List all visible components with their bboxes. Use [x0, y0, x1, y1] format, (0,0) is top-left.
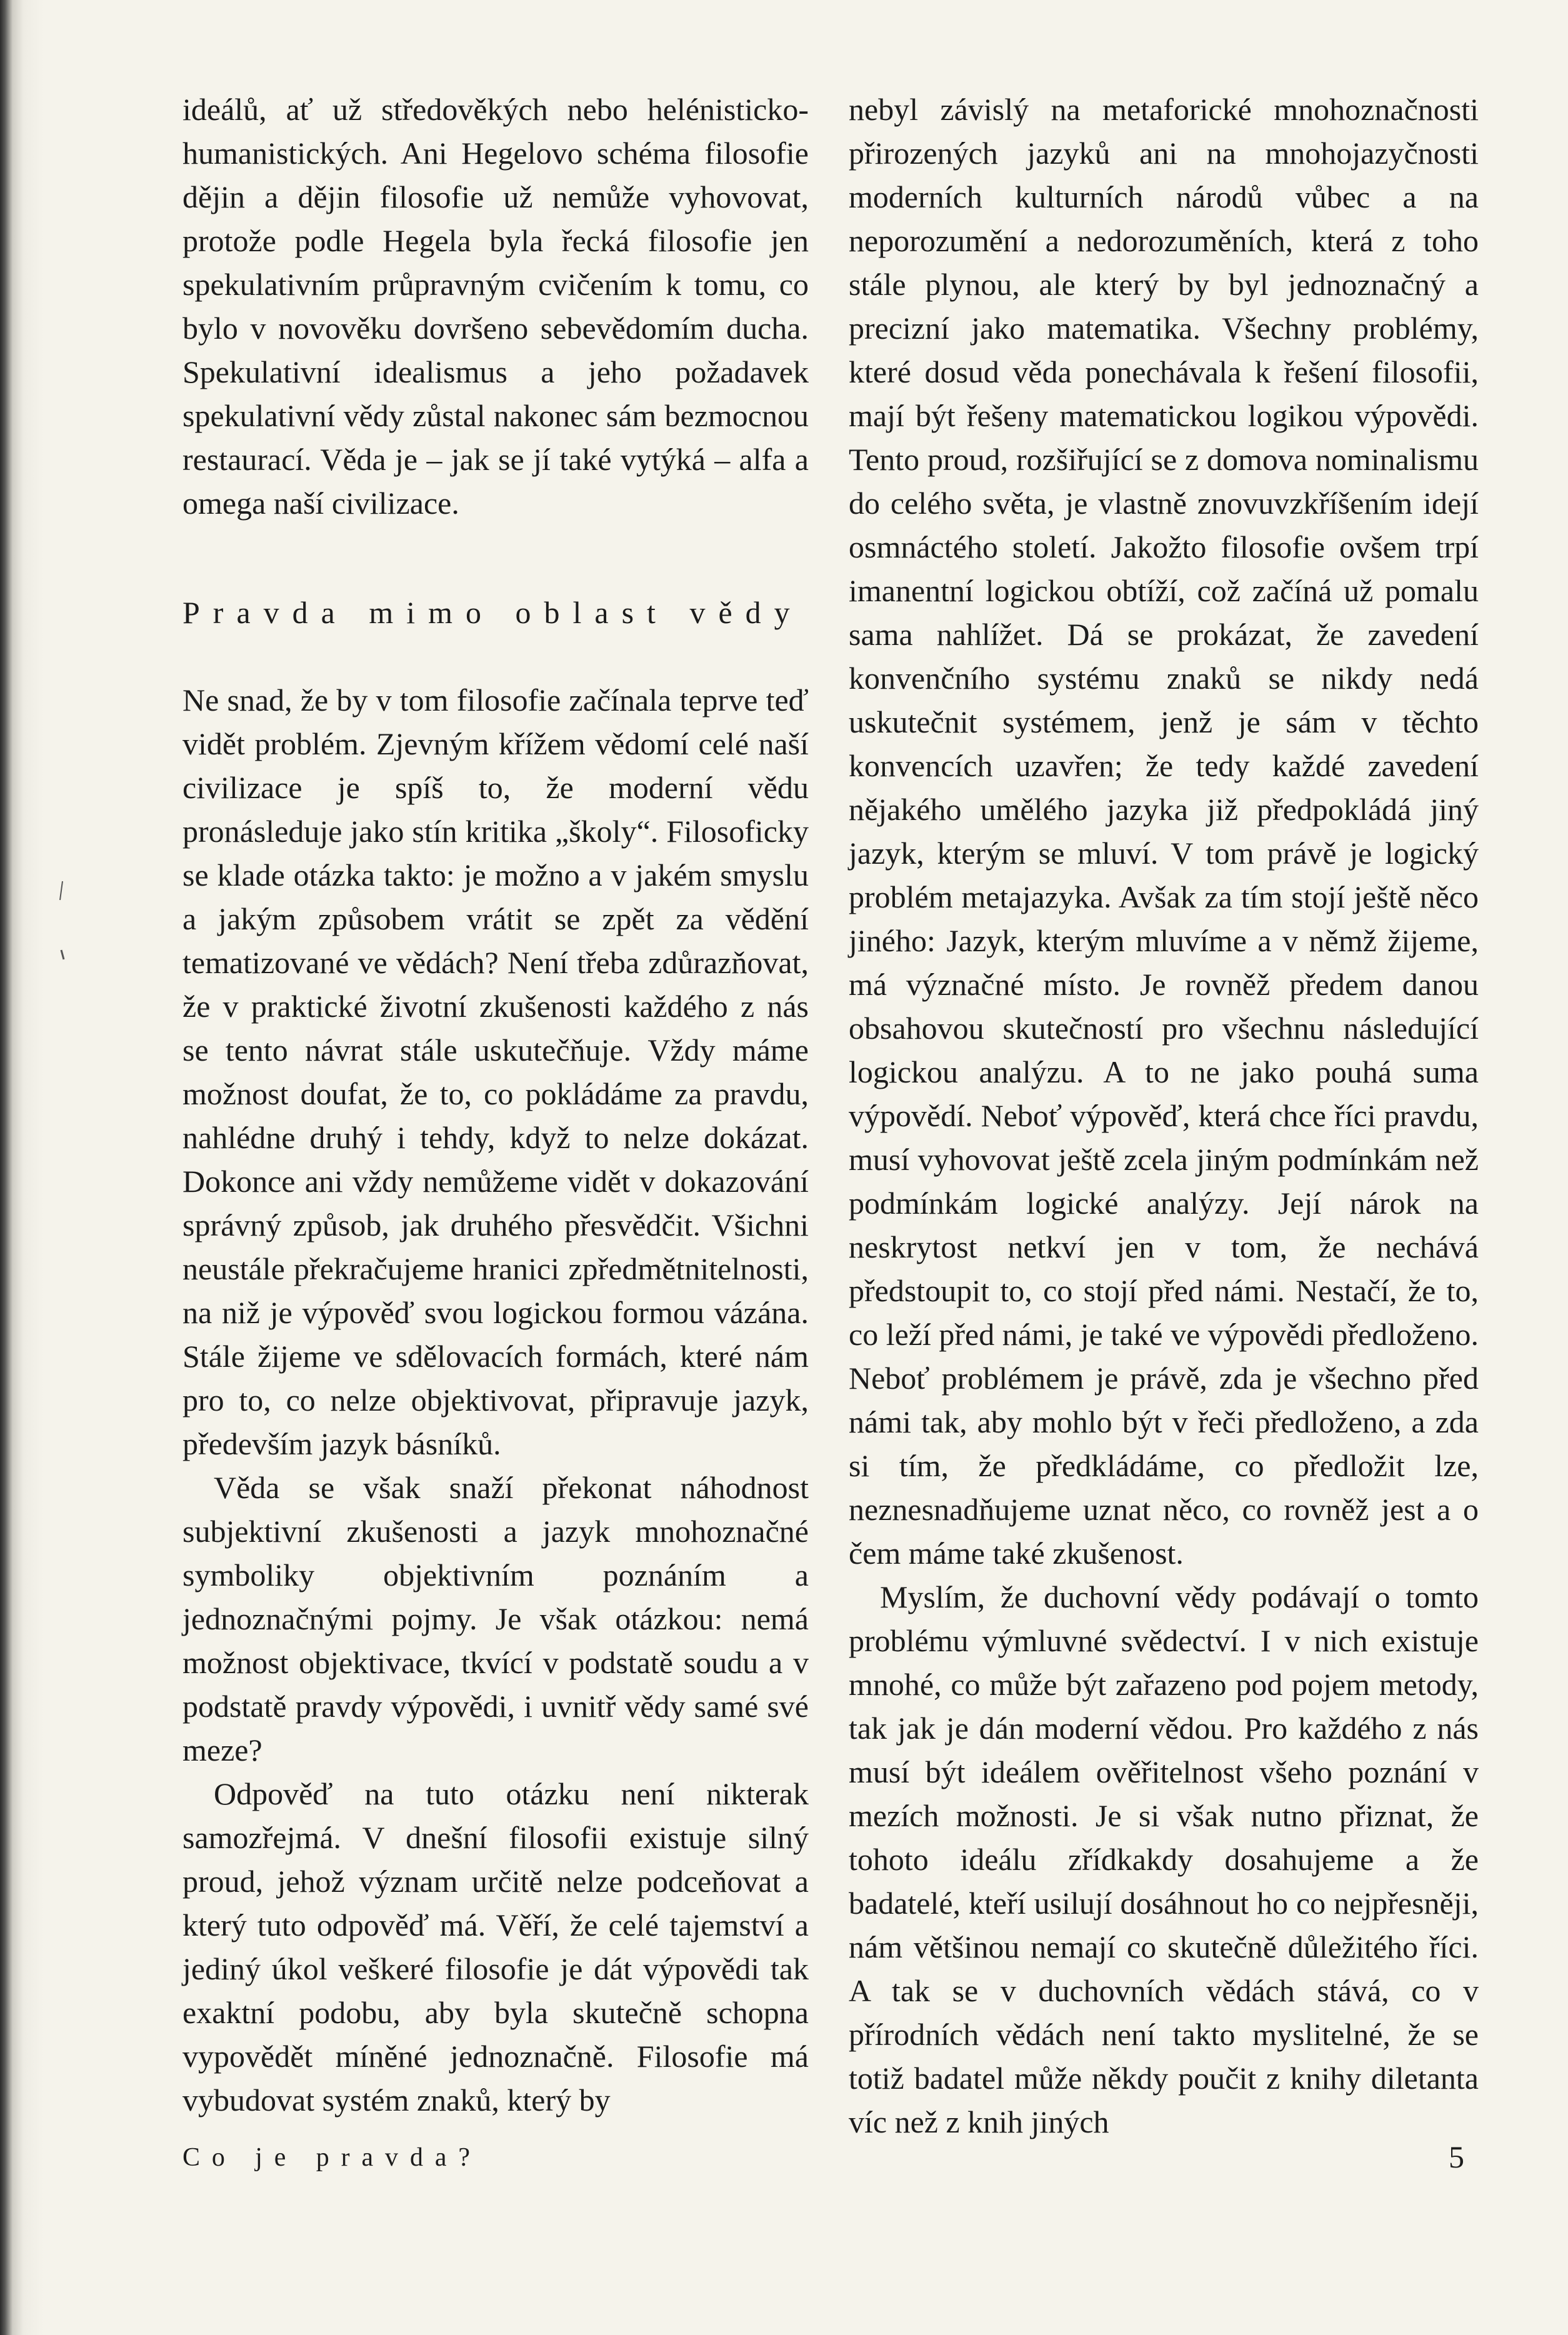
paragraph: Odpověď na tuto otázku není nikterak samozřejmá. V dnešní filosofii existuje silný proud, jehož význam určitě nelze podceňovat a který tuto odpověď má. Věří, že celé tajemství a jediný úkol veškeré filosofie je dát výpovědi tak exaktní podobu, aby byla skutečně schopna vypovědět míněné jednoznačně. Filosofie má vybudovat systém znaků, který by [182, 1776, 809, 2118]
right-column [849, 88, 1479, 2144]
paragraph: Věda se však snaží překonat náhodnost subjektivní zkušenosti a jazyk mnohoznačné symboliky objektivním poznáním a jednoznačnými pojmy. Je však otázkou: nemá možnost objektivace, tkvící v podstatě soudu a v podstatě pravdy výpovědi, i uvnitř vědy samé své meze? [182, 1470, 809, 1768]
paragraph: Ne snad, že by v tom filosofie začínala teprve teď vidět problém. Zjevným křížem vědomí celé naší civilizace je spíš to, že moderní vědu pronásleduje jako stín kritika „školy“. Filosoficky se klade otázka takto: je možno a v jakém smyslu a jakým způsobem vrátit se zpět za vědění tematizované ve vědách? Není třeba zdůrazňovat, že v praktické životní zkušenosti každého z nás se tento návrat stále uskutečňuje. Vždy máme možnost doufat, že to, co pokládáme za pravdu, nahlédne druhý i tehdy, když to nelze dokázat. Dokonce ani vždy nemůžeme vidět v dokazování správný způsob, jak druhého přesvědčit. Všichni neustále překračujeme hranici zpředmětnitelnosti, na niž je výpověď svou logickou formou vázána. Stále žijeme ve sdělovacích formách, které nám pro to, co nelze objektivovat, připravuje jazyk, především jazyk básníků. [182, 682, 809, 1461]
paragraph: Myslím, že duchovní vědy podávají o tomto problému výmluvné svědectví. I v nich existuje mnohé, co může být zařazeno pod pojem metody, tak jak je dán moderní vědou. Pro každého z nás musí být ideálem ověřitelnost všeho poznání v mezích možnosti. Je si však nutno přiznat, že tohoto ideálu zřídkakdy dosahujeme a že badatelé, kteří usilují dosáhnout ho co nejpřesněji, nám většinou nemají co skutečně důležitého říci. A tak se v duchovních vědách stává, co v přírodních vědách není takto myslitelné, že se totiž badatel může někdy poučit z knihy diletanta víc než z knih jiných [849, 1579, 1479, 2139]
paragraph: ideálů, ať už středověkých nebo helénisticko-humanistických. Ani Hegelovo schéma filosofie dějin a dějin filosofie už nemůže vyhovovat, protože podle Hegela byla řecká filosofie jen spekulativním průpravným cvičením k tomu, co bylo v novověku dovršeno sebevědomím ducha. Spekulativní idealismus a jeho požadavek spekulativní vědy zůstal nakonec sám bezmocnou restaurací. Věda je – jak se jí také vytýká – alfa a omega naší civilizace. [182, 92, 809, 521]
page-number: 5 [1449, 2139, 1464, 2174]
running-footer-title: Co je pravda? [182, 2143, 482, 2172]
speck-mark [60, 881, 62, 900]
section-heading: Pravda mimo oblast vědy [182, 595, 803, 630]
left-column [182, 88, 809, 2122]
speck-mark [61, 950, 64, 959]
paper-specks [50, 875, 87, 1000]
paragraph: nebyl závislý na metaforické mnohoznačnosti přirozených jazyků ani na mnohojazyčnosti moderních kulturních národů vůbec a na neporozumění a nedorozuměních, která z toho stále plynou, ale který by byl jednoznačný a precizní jako matematika. Všechny problémy, které dosud věda ponechávala k řešení filosofii, mají být řešeny matematickou logikou výpovědi. Tento proud, rozšiřující se z domova nominalismu do celého světa, je vlastně znovuvzkříšením idejí osmnáctého století. Jakožto filosofie ovšem trpí imanentní logickou obtíží, což začíná už pomalu sama nahlížet. Dá se prokázat, že zavedení konvenčního systému znaků se nikdy nedá uskutečnit systémem, jenž je sám v těchto konvencích uzavřen; že tedy každé zavedení nějakého umělého jazyka již předpokládá jiný jazyk, kterým se mluví. V tom právě je logický problém metajazyka. Avšak za tím stojí ještě něco jiného: Jazyk, kterým mluvíme a v němž žijeme, má význačné místo. Je rovněž předem danou obsahovou skutečností pro všechnu následující logickou analýzu. A to ne jako pouhá suma výpovědí. Neboť výpověď, která chce říci pravdu, musí vyhovovat ještě zcela jiným podmínkám než podmínkám logické analýzy. Její nárok na neskrytost netkví jen v tom, že nechává předstoupit to, co stojí před námi. Nestačí, že to, co leží před námi, je také ve výpovědi předloženo. Neboť problémem je právě, zda je všechno před námi tak, aby mohlo být v řeči předloženo, a zda si tím, že předkládáme, co předložit lze, neznesnadňujeme uznat něco, co rovněž jest a o čem máme také zkušenost. [849, 92, 1479, 1571]
